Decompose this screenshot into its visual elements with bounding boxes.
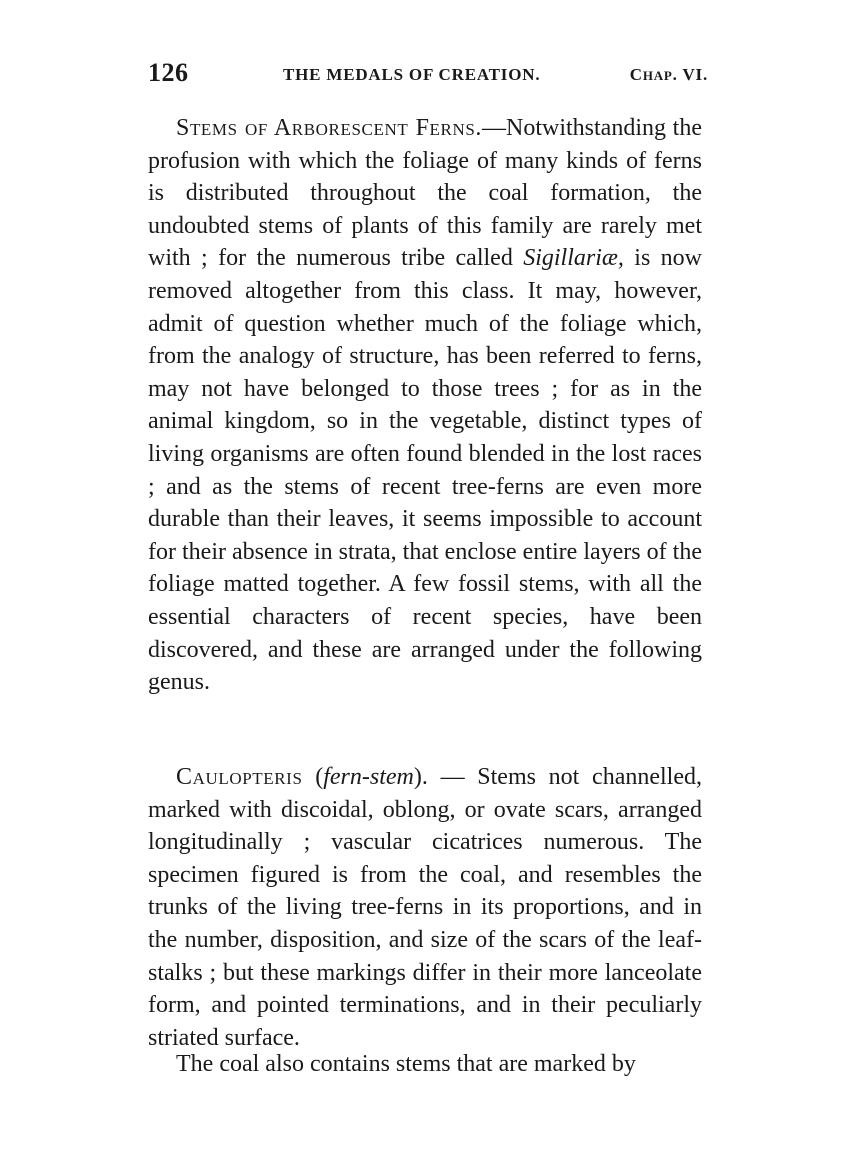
- running-title: THE MEDALS OF CREATION.: [283, 65, 541, 84]
- paragraph-text: —Notwithstanding the profusion with which the foliage of many kinds of ferns is distributed throughout the coal formation, the undoubted stems of plants of this family are rarely met with ; for the numerous tribe called: [148, 115, 702, 272]
- paragraph-text: — Stems not channelled, marked with discoidal, oblong, or ovate scars, arranged longitudinally ; vascular cicatrices numerous. The specimen figured is from the coal, and resembles the trunks of the living tree-ferns in its proportions, and in the number, disposition, and size of the scars of the leaf-stalks ; but these markings differ in their more lanceolate form, and pointed terminations, and in their peculiarly striated surface.: [148, 764, 702, 1051]
- genus-heading: Caulopteris: [176, 764, 303, 790]
- paragraph-arborescent-ferns: [148, 112, 702, 699]
- genus-translation: fern-stem: [323, 764, 414, 790]
- paren-close: ).: [413, 764, 428, 790]
- chapter-suffix: . VI.: [672, 65, 708, 84]
- chapter-small: HAP: [642, 68, 673, 83]
- paragraph-caulopteris: [148, 761, 702, 1054]
- paren-open: (: [302, 764, 324, 790]
- page-header: [148, 58, 708, 94]
- paragraph-text-continued: is now removed altogether from this class. It may, however, admit of question whether much of the foliage which, from the analogy of structure, has been referred to ferns, may not have belonged to those trees ; for as in the animal kingdom, so in the vegetable, distinct types of living organisms are often found blended in the lost races ; and as the stems of recent tree-ferns are even more durable than their leaves, it seems impossible to account for their absence in strata, that enclose entire layers of the foliage matted together. A few fossil stems, with all the essential characters of recent species, have been discovered, and these are arranged under the following genus.: [148, 245, 702, 696]
- italic-term: Sigillariæ,: [523, 245, 624, 272]
- chapter-label: [630, 65, 708, 85]
- paragraph-coal-stems: [148, 1048, 702, 1081]
- page-number: 126: [148, 58, 189, 87]
- paragraph-text: The coal also contains stems that are marked by: [176, 1051, 636, 1077]
- chapter-prefix: C: [629, 65, 643, 84]
- section-heading: Stems of Arborescent Ferns.: [176, 115, 482, 141]
